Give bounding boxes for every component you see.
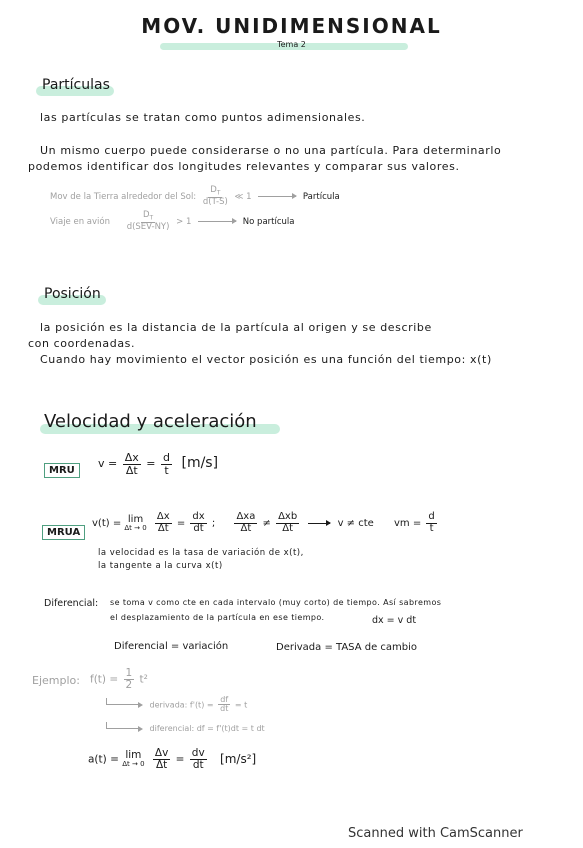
arrow-icon bbox=[308, 523, 330, 524]
scanner-watermark: Scanned with CamScanner bbox=[348, 826, 523, 841]
mru-row bbox=[44, 458, 80, 477]
vm-formula: vm = $\frac{d}{t}$ bbox=[394, 511, 435, 534]
posicion-line-3: Cuando hay movimiento el vector posición es una función del tiempo: x(t) bbox=[40, 353, 492, 366]
example-2-label: Viaje en avión bbox=[50, 216, 110, 227]
heading-posicion: Posición bbox=[44, 286, 101, 302]
ejemplo-function: f(t) = $\frac{1}{2}$ t² bbox=[90, 667, 148, 692]
mrua-row bbox=[42, 520, 85, 539]
diferencial-formula: dx = v dt bbox=[372, 615, 417, 626]
diferencial-text-2: el desplazamiento de la partícula en ese tiempo. bbox=[110, 613, 325, 622]
page-title: MOV. UNIDIMENSIONAL bbox=[141, 14, 442, 38]
arrow-icon bbox=[258, 196, 296, 197]
aceleracion-units: [m/s²] bbox=[220, 751, 257, 766]
mru-box: MRU bbox=[44, 463, 80, 478]
example-1-label: Mov de la Tierra alrededor del Sol: bbox=[50, 191, 197, 202]
example-2-fraction: $\frac{D_T}{\text{d(SEV-NY)}}$ bbox=[126, 210, 170, 232]
example-2-relation: > 1 bbox=[176, 216, 192, 227]
page-subtitle: Tema 2 bbox=[277, 40, 306, 49]
particulas-example-2 bbox=[50, 211, 294, 232]
particulas-example-1 bbox=[50, 186, 340, 207]
example-2-result: No partícula bbox=[242, 216, 295, 227]
mrua-note-2: la tangente a la curva x(t) bbox=[98, 561, 223, 571]
ejemplo-derivada: derivada: f'(t) = $\frac{df}{dt}$ = t bbox=[106, 696, 247, 714]
mrua-box: MRUA bbox=[42, 525, 85, 540]
heading-particulas: Partículas bbox=[42, 77, 110, 93]
diferencial-text-1: se toma v como cte en cada intervalo (muy corto) de tiempo. Así sabremos bbox=[110, 598, 442, 607]
posicion-line-1: la posición es la distancia de la partícula al origen y se describe bbox=[40, 321, 432, 334]
example-1-result: Partícula bbox=[302, 191, 340, 202]
mrua-result: v ≠ cte bbox=[337, 518, 374, 529]
example-1-relation: ≪ 1 bbox=[234, 191, 252, 202]
ejemplo-diferencial: diferencial: df = f'(t)dt = t dt bbox=[106, 724, 265, 733]
mru-units: [m/s] bbox=[181, 455, 219, 472]
arrow-icon bbox=[106, 698, 141, 705]
heading-velocidad: Velocidad y aceleración bbox=[44, 411, 257, 432]
mrua-formula: v(t) = lim Δt → 0 $\frac{\Delta x}{\Delta t}$ = $\frac{dx}{dt}$ ; $\frac{\text{Δxa}}{\Delta t}$ ≠ $\frac{\text{Δxb}}{\Delta t}$ v ≠ cte bbox=[92, 511, 374, 534]
mru-formula: v = $\frac{\Delta x}{\Delta t}$ = $\frac{d}{t}$ [m/s] bbox=[98, 451, 219, 477]
diferencial-label: Diferencial: bbox=[44, 598, 99, 609]
derivada-equals-tasa: Derivada = TASA de cambio bbox=[276, 642, 418, 653]
diferencial-equals-variacion: Diferencial = variación bbox=[114, 641, 229, 652]
arrow-icon bbox=[106, 722, 141, 729]
particulas-line-1: las partículas se tratan como puntos adimensionales. bbox=[40, 111, 366, 124]
example-1-fraction: $\frac{D_T}{d(T-S)}$ bbox=[202, 185, 228, 207]
particulas-line-2: Un mismo cuerpo puede considerarse o no una partícula. Para determinarlo bbox=[40, 144, 502, 157]
arrow-icon bbox=[198, 221, 236, 222]
ejemplo-label: Ejemplo: bbox=[32, 674, 80, 687]
aceleracion-formula: a(t) = lim Δt → 0 $\frac{\Delta v}{\Delta t}$ = $\frac{dv}{dt}$ [m/s²] bbox=[88, 747, 257, 772]
mrua-note-1: la velocidad es la tasa de variación de x(t), bbox=[98, 548, 304, 558]
particulas-line-3: podemos identificar dos longitudes relevantes y comparar sus valores. bbox=[28, 160, 460, 173]
posicion-line-2: con coordenadas. bbox=[28, 337, 136, 350]
